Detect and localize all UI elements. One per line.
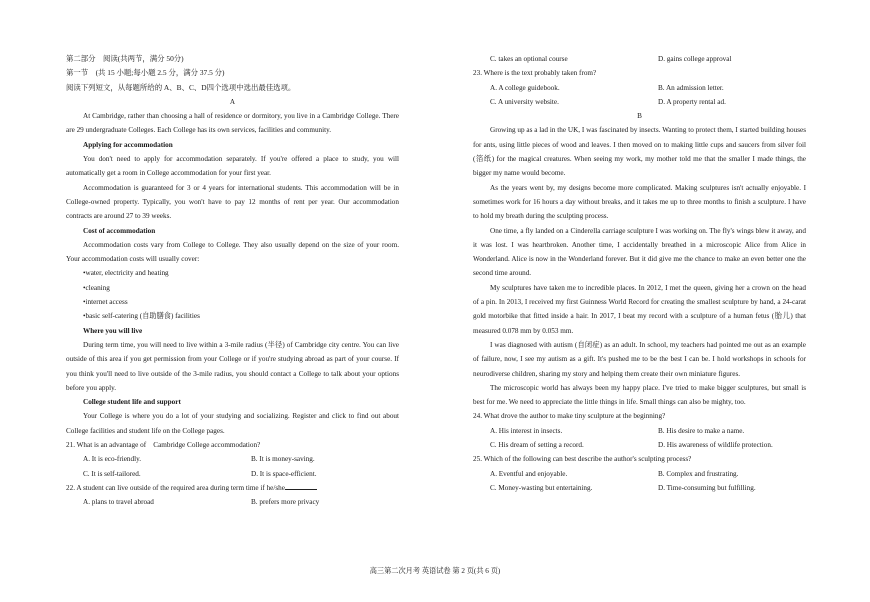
paragraph: Accommodation costs vary from College to College. They also usually depend on the size of your room. Your accommodation costs will usually cover: <box>66 240 399 264</box>
option: C. His dream of setting a record. <box>490 441 584 450</box>
passage-label-a: A <box>229 97 236 106</box>
options-row <box>473 467 806 481</box>
heading-where: Where you will live <box>83 326 143 335</box>
paragraph: Your College is where you do a lot of your studying and socializing. Register and click to find out about College facilities and student life on the College pages. <box>66 412 399 435</box>
paragraph: As the years went by, my designs become more complicated. Making sculptures isn't actually enjoyable. I sometimes work for 16 hours a day without breaks, and it takes me up to three months to finish a sculpture. I have to hold my breath during the sculpting process. <box>473 183 806 221</box>
question-22-text: 22. A student can live outside of the required area during term time if he/she <box>66 483 285 492</box>
paragraph: During term time, you will need to live within a 3-mile radius (半径) of Cambridge city centre. You can live outside of this area if you get permission from your College or if you're studying abroad as part of your course. If you think you'll need to live outside of the 3-mile radius, you should contact a College to talk about your options before you apply. <box>66 340 399 392</box>
question-25: 25. Which of the following can best describe the author's sculpting process? <box>473 455 692 464</box>
options-row <box>66 467 399 481</box>
paragraph: My sculptures have taken me to incredible places. In 2012, I met the queen, giving her a crown on the head of a pin. In 2013, I received my first Guinness World Record for creating the smallest sculpture by hand, a 24-carat gold motorbike that fitted inside a hair. In 2017, I beat my record with a sculpture of a human fetus (胎儿) that measured 0.078 mm by 0.053 mm. <box>473 283 806 335</box>
instruction: 阅读下列短文，从每题所给的 A、B、C、D四个选项中选出最佳选项。 <box>66 82 296 92</box>
passage-label-b: B <box>637 112 642 121</box>
heading-applying: Applying for accommodation <box>83 140 173 149</box>
option: C. It is self-tailored. <box>83 469 141 478</box>
paragraph: One time, a fly landed on a Cinderella carriage sculpture I was working on. The fly's wings blew it away, and it was lost. I was heartbroken. Another time, I accidentally breathed in a microscopic Alice from Alice in Wonderland. Alice is now in the Wonderland forever. But it did give me the chance to make an even better one the second time around. <box>473 226 806 278</box>
passage-a-intro: At Cambridge, rather than choosing a hall of residence or dormitory, you live in a Cambridge College. There are 29 undergraduate Colleges. Each College has its own services, facilities and community. <box>66 112 399 135</box>
left-column <box>66 52 399 510</box>
option: D. A property rental ad. <box>658 97 726 106</box>
option: D. Time-consuming but fulfilling. <box>658 483 756 492</box>
option: D. gains college approval <box>658 55 732 63</box>
bullet-item: •water, electricity and heating <box>83 269 169 278</box>
option: C. takes an optional course <box>490 55 568 63</box>
paragraph: Accommodation is guaranteed for 3 or 4 years for international students. This accommodation will be in College-owned property. Typically, you won't have to pay 12 months of rent per year. Our accommodation contracts are around 27 to 39 weeks. <box>66 183 399 221</box>
heading-student-life: College student life and support <box>83 398 181 407</box>
options-row <box>66 452 399 466</box>
option: D. It is space-efficient. <box>251 469 317 478</box>
paragraph: Growing up as a lad in the UK, I was fascinated by insects. Wanting to protect them, I started building houses for ants, using little pieces of wood and leaves. I then moved on to making little cups and saucers from silver foil (箔纸) for the magical creatures. When seeing my work, my mother told me that the smaller I made things, the bigger my name would become. <box>473 126 806 178</box>
paragraph: The microscopic world has always been my happy place. I've tried to make bigger sculptures, but small is best for me. We need to appreciate the little things in life. Small things can also be mighty, too. <box>473 383 806 407</box>
bullet-item: •internet access <box>83 298 128 307</box>
page-footer: 高三第二次月考 英语试卷 第 2 页(共 6 页) <box>369 567 501 575</box>
options-row <box>473 438 806 452</box>
option: C. Money-wasting but entertaining. <box>490 483 593 492</box>
option: B. prefers more privacy <box>251 498 320 507</box>
paragraph: I was diagnosed with autism (自闭症) as an adult. In school, my teachers had pointed me out as an example of failure, now, I see my autism as a gift. It's pushed me to be the best I can be. I hold workshops in schools for neurodiverse children, sharing my story and helping them create their own miniature figures. <box>473 340 806 378</box>
bullet-item: •basic self-catering (自助膳食) facilities <box>83 312 200 321</box>
answer-blank <box>285 481 317 490</box>
right-column <box>473 52 806 495</box>
option: D. His awareness of wildlife protection. <box>658 441 773 450</box>
options-row <box>473 52 806 66</box>
option: A. His interest in insects. <box>490 426 563 435</box>
question-24: 24. What drove the author to make tiny sculpture at the beginning? <box>473 412 666 421</box>
section-title: 第一节 (共 15 小题;每小题 2.5 分，满分 37.5 分) <box>66 68 225 78</box>
option: C. A university website. <box>490 97 559 106</box>
option: B. Complex and frustrating. <box>658 469 739 478</box>
paragraph: You don't need to apply for accommodation separately. If you're offered a place to study, you will automatically get a room in College accommodation for your first year. <box>66 155 399 178</box>
option: B. An admission letter. <box>658 83 724 92</box>
question-21: 21. What is an advantage of Cambridge College accommodation? <box>66 441 261 450</box>
question-22 <box>66 481 399 495</box>
option: A. A college guidebook. <box>490 83 560 92</box>
heading-cost: Cost of accommodation <box>83 226 156 235</box>
options-row <box>473 481 806 495</box>
option: A. It is eco-friendly. <box>83 455 142 464</box>
option: A. Eventful and enjoyable. <box>490 469 568 478</box>
question-23: 23. Where is the text probably taken from? <box>473 69 597 78</box>
part-title: 第二部分 阅读(共两节，满分 50分) <box>66 54 184 63</box>
option: B. It is money-saving. <box>251 455 315 464</box>
option: B. His desire to make a name. <box>658 426 745 435</box>
options-row <box>473 424 806 438</box>
options-row <box>473 95 806 109</box>
option: A. plans to travel abroad <box>83 498 154 507</box>
bullet-item: •cleaning <box>83 283 110 292</box>
options-row <box>473 81 806 95</box>
options-row <box>66 495 399 509</box>
